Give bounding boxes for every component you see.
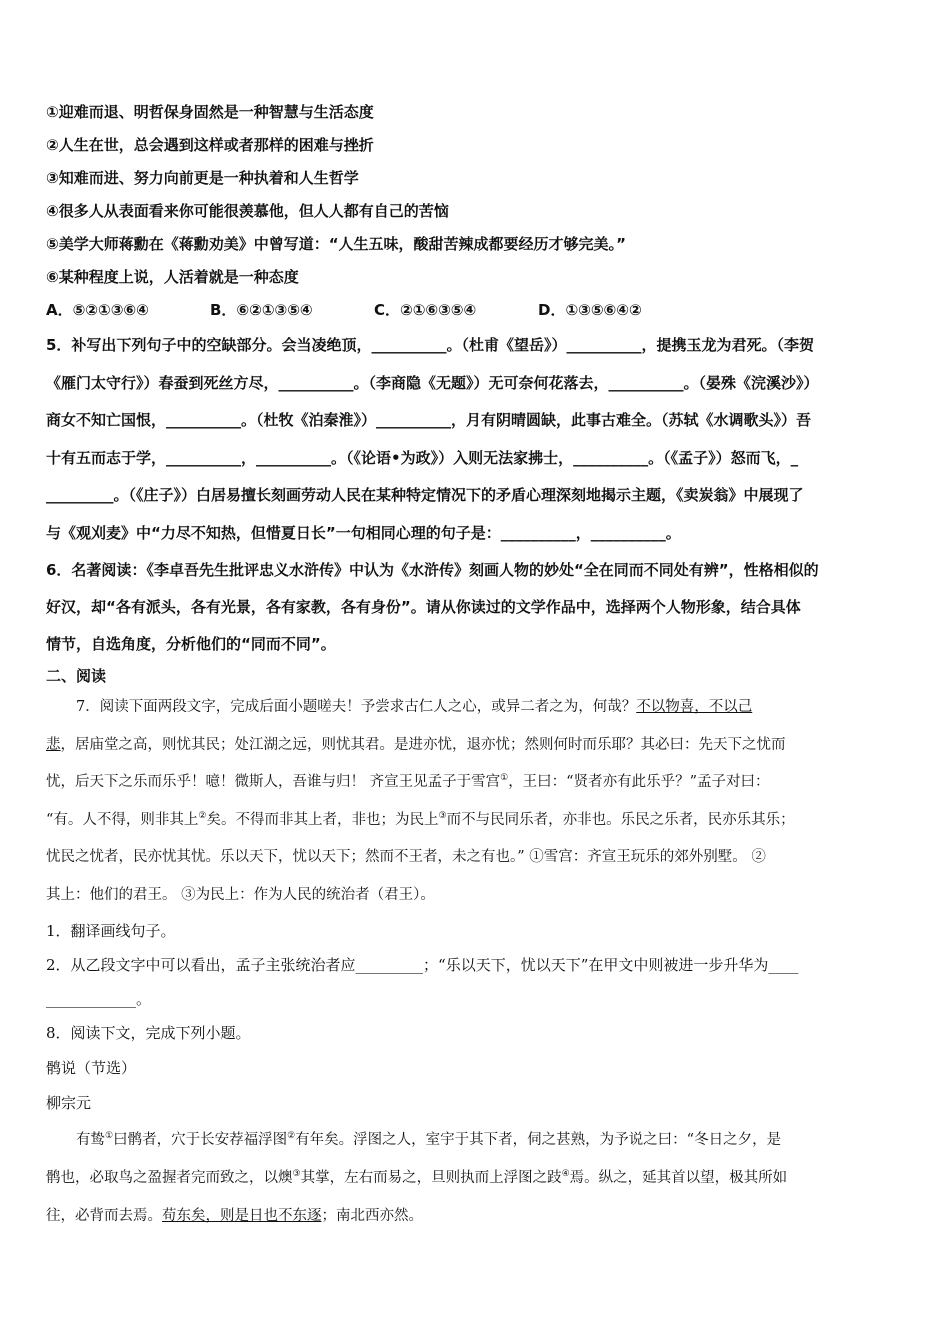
- text-run: 往，必背而去焉。: [46, 1208, 162, 1224]
- paragraph-line: [46, 1159, 906, 1197]
- underlined-sentence: 悲: [46, 736, 61, 753]
- footnote-marker: ③: [292, 1169, 301, 1180]
- option-item: ①迎难而退、明哲保身固然是一种智慧与生活态度: [46, 103, 374, 121]
- paragraph-line: [46, 727, 906, 765]
- text-run: 有年矣。浮图之人，室宇于其下者，伺之甚熟，为予说之曰：“冬日之夕，是: [295, 1132, 782, 1148]
- text-run: 忧，后天下之乐而乐乎！噫！微斯人，吾谁与归！ 齐宣王见孟子于雪宫: [46, 774, 501, 790]
- document-page: [46, 96, 906, 1235]
- option-item: ④很多人从表面看来你可能很羡慕他，但人人都有自己的苦恼: [46, 202, 449, 220]
- paragraph-line: 其上：他们的君王。 ③为民上：作为人民的统治者（君王）。: [46, 886, 435, 903]
- paragraph-line: 好汉，却“各有派头，各有光景，各有家教，各有身份”。请从你读过的文学作品中，选择两个人物形象，结合具体: [46, 598, 801, 616]
- question-7: [46, 689, 906, 1016]
- question-intro: 8．阅读下文，完成下列小题。: [46, 1024, 251, 1042]
- passage-author: 柳宗元: [46, 1094, 92, 1112]
- answer-choices: [46, 294, 906, 327]
- paragraph-line: 《雁门太守行》）春蚕到死丝方尽，__________。（李商隐《无题》）无可奈何花落去，__________。（晏殊《浣溪沙》）: [46, 373, 819, 392]
- footnote-marker: ④: [561, 1169, 570, 1180]
- paragraph-line: 十有五而志于学，__________，__________。（《论语•为政》）入则无法家拂士，__________。（《孟子》）怒而飞，_: [46, 448, 799, 467]
- paragraph-line: 忧民之忧者，民亦忧其忧。乐以天下，忧以天下；然而不王者，未之有也。” ①雪宫：齐宣王玩乐的郊外别墅。 ②: [46, 849, 766, 865]
- option-list: [46, 96, 906, 294]
- paragraph-line: 情节，自选角度，分析他们的“同而不同”。: [46, 635, 336, 653]
- option-item: ③知难而进、努力向前更是一种执着和人生哲学: [46, 169, 359, 187]
- paragraph-line: [46, 1197, 906, 1235]
- option-item: ②人生在世，总会遇到这样或者那样的困难与挫折: [46, 136, 374, 154]
- footnote-marker: ①: [500, 773, 509, 784]
- paragraph-line: [46, 689, 906, 727]
- question-8: [46, 1016, 906, 1235]
- text-run: 7．阅读下面两段文字，完成后面小题嗟夫！予尝求古仁人之心，或异二者之为，何哉？: [76, 699, 637, 715]
- sub-question-2: 2．从乙段文字中可以看出，孟子主张统治者应_________；“乐以天下，忧以天下”在甲文中则被进一步升华为____: [46, 956, 799, 974]
- footnote-marker: ②: [198, 810, 207, 821]
- text-run: 焉。纵之，延其首以望，极其所如: [569, 1170, 788, 1186]
- paragraph-line: 6．名著阅读：《李卓吾先生批评忠义水浒传》中认为《水浒传》刻画人物的妙处“全在同而不同处有辨”，性格相似的: [46, 561, 819, 579]
- text-run: “有。人不得，则非其上: [46, 811, 199, 828]
- underlined-sentence: 不以物喜，不以己: [636, 699, 753, 715]
- paragraph-line: [46, 802, 906, 840]
- text-run: 矣。不得而非其上者，非也；为民上: [206, 811, 439, 828]
- answer-choice-a: A．⑤②①③⑥④: [46, 301, 149, 319]
- paragraph-line: 商女不知亡国恨，__________。（杜牧《泊秦淮》）__________，月有阴晴圆缺，此事古难全。（苏轼《水调歌头》）吾: [46, 411, 812, 429]
- footnote-marker: ③: [438, 810, 447, 821]
- paragraph-line: [46, 1121, 906, 1159]
- footnote-marker: ①: [105, 1131, 114, 1142]
- paragraph-line: 与《观刈麦》中“力尽不知热，但惜夏日长”一句相同心理的句子是：__________，__________。: [46, 523, 681, 542]
- text-run: ，居庙堂之高，则忧其民；处江湖之远，则忧其君。是进亦忧，退亦忧；然则何时而乐耶？其必曰：先天下之忧而: [60, 736, 786, 753]
- text-run: ，王曰：“贤者亦有此乐乎？”孟子对曰：: [508, 774, 770, 790]
- paragraph-line: [46, 764, 906, 802]
- paragraph-line: 5．补写出下列句子中的空缺部分。会当凌绝顶，__________。（杜甫《望岳》）__________，提携玉龙为君死。（李贺: [46, 336, 814, 354]
- answer-choice-b: B．⑥②①③⑤④: [210, 301, 313, 319]
- answer-choice-d: D．①③⑤⑥④②: [538, 301, 642, 319]
- sub-question-1: 1．翻译画线句子。: [46, 922, 176, 940]
- option-item: ⑤美学大师蒋勳在《蒋勳劝美》中曾写道：“人生五味，酸甜苦辣成都要经历才够完美。”: [46, 235, 626, 253]
- section-title: 二、阅读: [46, 667, 107, 685]
- text-run: ；南北西亦然。: [321, 1208, 423, 1224]
- paragraph-line: _________。（《庄子》）白居易擅长刻画劳动人民在某种特定情况下的矛盾心理深刻地揭示主题，《卖炭翁》中展现了: [46, 486, 804, 504]
- text-run: 其掌，左右而易之，旦则执而上浮图之跂: [300, 1170, 562, 1186]
- answer-blank-line: ____________。: [46, 990, 152, 1008]
- option-item: ⑥某种程度上说，人活着就是一种态度: [46, 268, 299, 286]
- passage-title: 鹘说（节选）: [46, 1059, 137, 1077]
- text-run: 曰鹘者，穴于长安荐福浮图: [113, 1132, 288, 1148]
- text-run: 有鸷: [76, 1132, 105, 1148]
- footnote-marker: ②: [287, 1131, 296, 1142]
- question-5: [46, 327, 906, 552]
- underlined-sentence: 苟东矣，则是日也不东逐: [162, 1208, 322, 1224]
- question-6: [46, 552, 906, 663]
- text-run: 而不与民同乐者，亦非也。乐民之乐者，民亦乐其乐；: [446, 811, 795, 828]
- text-run: 鹘也，必取鸟之盈握者完而致之，以燠: [46, 1170, 293, 1186]
- answer-choice-c: C．②①⑥③⑤④: [374, 301, 477, 319]
